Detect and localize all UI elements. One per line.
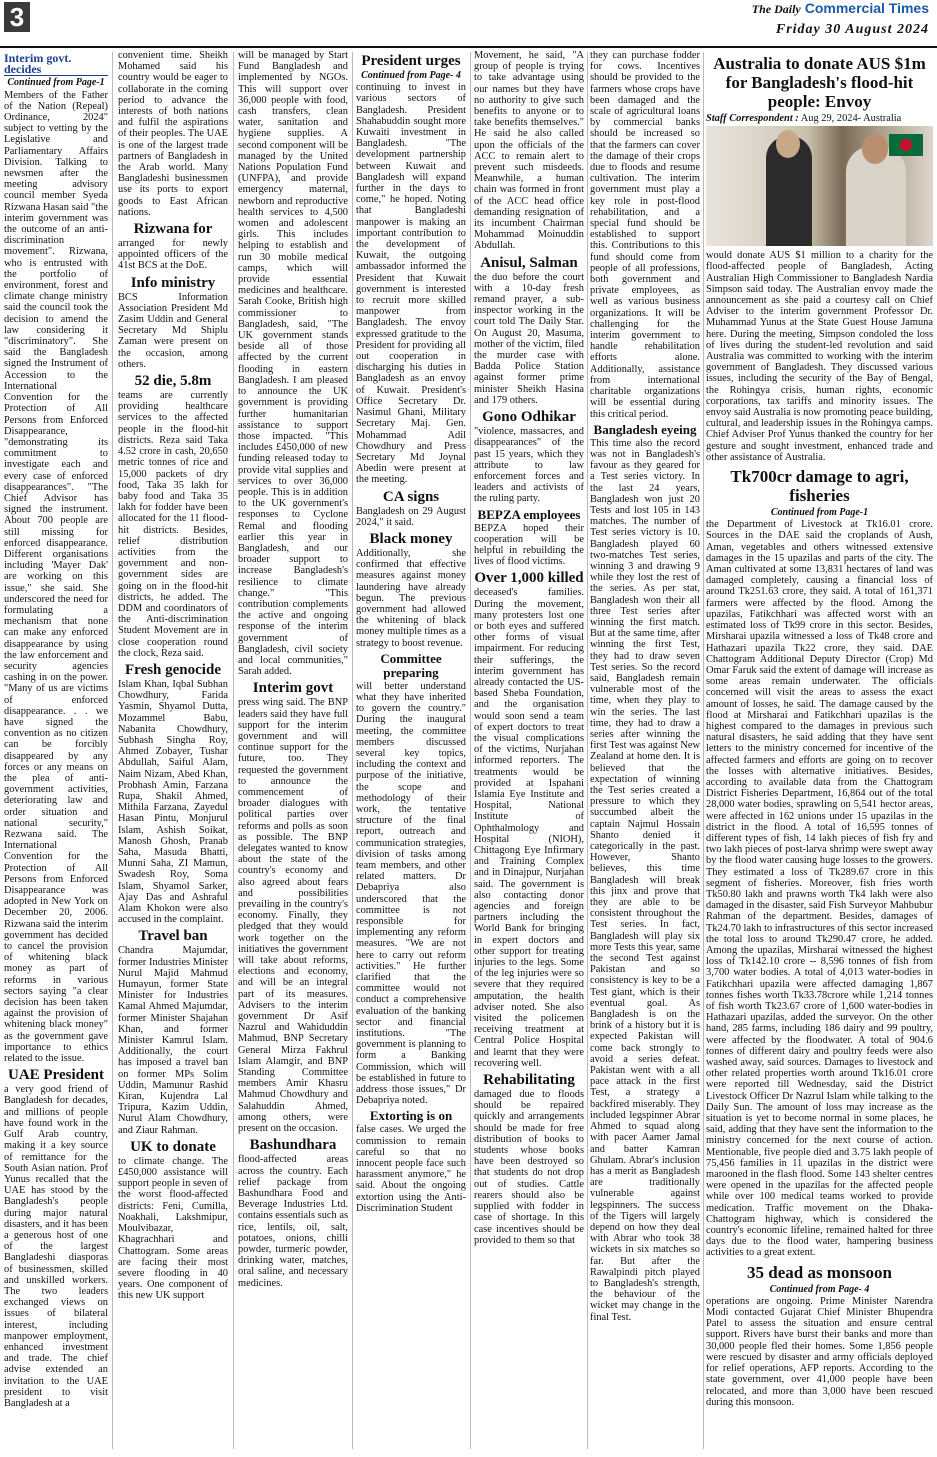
bangladesh-flag-icon <box>889 134 923 156</box>
column-divider <box>587 52 588 1449</box>
article-body: "violence, massacres, and disappearances" of the past 15 years, which they attribute to law enforcement forces and leaders and activists of the ruling party. <box>474 426 584 505</box>
column-5 <box>474 50 584 1453</box>
headline-interim-govt-decides: Interim govt. decides <box>4 53 108 76</box>
headline-gono-odhikar: Gono Odhikar <box>482 409 576 426</box>
article-body: flood-affected areas across the country. Each relief package from Bashundhara Food and Beverage Industries Ltd. contains essentials such as rice, lentils, oil, salt, potatoes, onions, chilli powder, turmeric powder, drinking water, matches, oral saline, and necessary medicines. <box>238 1154 348 1289</box>
article-body: convenient time. Sheikh Mohamed said his country would be eager to collaborate in the coming period to advance the interests of both nations and fulfil the aspirations of their peoples. The UAE is one of the largest trade partners of Bangladesh in the Arab world. Many Bangladeshi businessmen use its ports to export goods to East African nations. <box>118 50 228 218</box>
article-body: a very good friend of Bangladesh for decades, and millions of people have found work in the Gulf Arab country, making it a key source of remittance for the South Asian nation. Prof Yunus recalled that the UAE has stood by the Bangladesh's people during major natural disasters, and it has been a generous host of one of the largest Bangladeshi diasporas of businessmen, skilled and unskilled workers. The two leaders exchanged views on issues of bilateral interest, including manpower employment, enhanced investment and trade. The chief advise extended an invitation to the UAE president to visit Bangladesh at a <box>4 1084 108 1409</box>
headline-fresh-genocide: Fresh genocide <box>125 661 221 678</box>
headline-info-ministry: Info ministry <box>130 274 216 291</box>
article-body: teams are currently providing healthcare services to the affected people in the flood-hit districts. Reza said Taka 4.52 crore in cash, 20,650 metric tonnes of rice and 15,000 packets of dry food, Taka 35 lakh for baby food and Taka 35 lakh for fodder have been allocated for the 11 flood-hit districts. Besides, relief distribution activities from the government and non-government sides are going on in the flood-hit districts, he added. The DDM and coordinators of the Anti-discrimination Student Movement are in close cooperation round the clock, Reza said. <box>118 390 228 659</box>
headline-black-money: Black money <box>369 530 453 547</box>
continuation-note: Continued from Page-1 <box>7 77 105 89</box>
article-body: Chandra Majumdar, former Industries Minister Nurul Majid Mahmud Humayun, former State Minister for Industries Kamal Ahmed Majumdar, former Minister Shajahan Khan, and former Minister Kamrul Islam. Additionally, the court has imposed a travel ban on former MPs Solim Uddin, Mamunur Rashid Kiran, Kujendra Lal Tripura, Kazim Uddin, Nurul Alam Chowdhury, and Ziaur Rahman. <box>118 945 228 1136</box>
masthead-bar <box>0 0 937 48</box>
column-2 <box>118 50 228 1453</box>
article-body: This time also the record was not in Bangladesh's favour as they geared for a Test series victory. In the last 24 years, Bangladesh won just 20 Tests and lost 105 in 143 matches. The number of Test series victory is 10. Bangladesh played 60 two-matches Test series, winning 3 and drawing 9 while they lost the rest of the series. As per stat, Bangladesh won their all three Test series after winning the first match. But at the same time, after winning the first Test, they had to draw seven Test series. So the record said, Bangladesh remain vulnerable most of the time, when they play to win the series. The last time, they had to draw a series after winning the first Test was against New Zealand at home den. It is believed that the expectation of winning the Test series created a pressure to which they succumbed albeit the captain Najmul Hossain Shanto denied it categorically in the past. However, Shanto believes, this time Bangladesh will break this jinx and prove that they are able to be consistent throughout the Test series. In fact, Bangladesh will play six more Tests this year, same the second Test against Pakistan and so consistency is key to be a Test giant, which is their eventual goal. As Bangladesh is on the brink of a history but it is expected Pakistan will come back strongly to avoid a series defeat. Pakistan went with a all pace attack in the first Test, a strategy a backfired miserably. They included legspinner Abrar Ahmed to squad along with pacer Aamer Jamal and batter Kamran Ghulam. Abrar's inclusion has a merit as Bangladesh are traditionally vulnerable against legspinners. The success of the Tigers will largely depend on how they deal with Abrar who took 38 wickets in six matches so far. But after the Rawalpindi pitch played to Bangladesh's strength, the behaviour of the wicket may change in the final Test. <box>590 437 700 1323</box>
article-body: the Department of Livestock at Tk16.01 crore. Sources in the DAE said the croplands of Aush, Aman, vegetables and others witnessed extensive damages in the 15 upazilas and parts of the city. The Aman cultivated at some 13,831 hectares of land was damaged completely, causing a financial loss of around Tk251.63 crore, they said. A total of 161,371 farmers were affected by the flood. Among the upazilas, Fatikchhari was affected worst with an estimated loss of Tk99 crore in this sector. Besides, Mirsharai upazila witnessed a loss of Tk48 crore and Hathazari upazila Tk22 crore, they said. DAE Chattogram Additional Deputy Director (Crop) Md Omar Faruk said the extent of damage will increase as some areas remain underwater. The officials concerned will visit the areas to assess the exact amount of losses, he said. The damage caused by the flood at Mirsharai and Fatikchhari upazilas is the highest compared to the damages in previous such natural disasters, he said adding that they have sent letters to the ministry concerned for incentive of the affected farmers and efforts are going on to recover the losses with alternative initiatives. Besides, according to available data from the Chattogram District Fisheries Department, 16,864 out of the total 28,000 water bodies, sprawling on 5,541 hector areas, were affected in 162 unions under 15 upazilas in the district in the flood. A total of 16,595 tonnes of different types of fish, 14 lakh pieces of fish fry and two lakh pieces of post-larva shrimp were swept away by the flood water causing huge losses to the growers. They estimated a loss of Tk289.67 crore in this segment of fisheries. Moreover, fish fries worth Tk50.80 lakh and prawns worth Tk4 lakh were also damaged in the disaster, said Fish Surveyor Mahbubur Rahman of the department. Besides, damages of Tk24.70 lakh to infrastructures of this sector increased the total loss to around Tk290.47 crore, he added. Among the upazilas, Mirsharai witnessed the highest loss of Tk142.10 crore -- 8,596 tonnes of fish from 3,700 water bodies. A total of 4,013 water-bodies in Fatikchhari upazila were affected damaging 1,867 tonnes fishes worth Tk33.78crore while 1,214 tonnes of fish worth Tk23.67 crore of 1,600 water-bodies in Hathazari upazilas, added the surveyor. On the other hand, 285 farms, including 186 dairy and 99 poultry, were affected by the floodwater. A total of 904.6 tonnes of different dairy and poultry feeds were also washed away, said sources. Damages to livestock and other related properties worth around Tk16.01 crore were reported till Wednesday, said the District Livestock Officer Dr Nazrul Islam while talking to the Daily Sun. The amount of loss may increase as the situation is yet to become normal in some places, he said, adding that they have sent the information to the ministry concerned for the next course of action. Mentionable, five people died and 3.75 lakh people of 75,456 families in 11 upazilas in the district were marooned in the flash flood. Some 143 shelter centres were opened in the upazilas for the affected people while over 100 medical teams worked to provide medication. Traffic movement on the Dhaka-Chattogram highway, which is considered the country's economic lifeline, remained halted for three days due to the flood water, hampering business activities to a great extent. <box>706 519 933 1259</box>
column-divider <box>703 52 704 1449</box>
headline-35-dead-monsoon: 35 dead as monsoon <box>746 1262 892 1282</box>
headline-uae-president: UAE President <box>8 1067 104 1084</box>
column-divider <box>352 52 353 1449</box>
headline-extorting-is-on: Extorting is on <box>369 1108 453 1124</box>
news-photo <box>706 126 933 246</box>
headline-bashundhara: Bashundhara <box>249 1137 337 1154</box>
article-body: deceased's families. During the movement, many protesters lost one or both eyes and suffered other forms of visual impairment. For reducing their sufferings, the interim government has already contacted the US-based Sheba Foundation, and the organisation would soon send a team of expert doctors to treat the visual complications of the victims, Nurjahan informed reporters. The treatments would be provided at Ispahani Islamia Eye Institute and Hospital, National Institute of Ophthalmology and Hospital (NIOH), Chittagong Eye Infirmary and Training Complex and in Dinajpur, Nurjahan said. The government is also contacting donor agencies and foreign partners including the World Bank for bringing in expert doctors and other support for treating injuries to the legs. Some of the leg injuries were so severe that they required amputation, the health adviser noted. She also visited the policemen receiving treatment at Central Police Hospital and learnt that they were recovering well. <box>474 587 584 1069</box>
headline-uk-to-donate: UK to donate <box>130 1138 216 1155</box>
article-body: damaged due to floods should be repaired quickly and arrangements should be made for free distribution of books to students whose books have been destroyed so that students do not drop out of studies. Cattle rearers should also be supplied with fodder in case of shortage. In this case incentives should be provided to them so that <box>474 1089 584 1246</box>
newspaper-masthead <box>752 0 929 18</box>
headline-interim-govt: Interim govt <box>252 680 334 697</box>
headline-ca-signs: CA signs <box>382 488 440 505</box>
headline-anisul-salman: Anisul, Salman <box>480 254 578 271</box>
article-body: BCS Information Association President Md Zasim Uddin and General Secretary Md Shiplu Zaman were present on the occasion, among others. <box>118 291 228 370</box>
headline-travel-ban: Travel ban <box>138 928 208 945</box>
continuation-note: Continued from Page-1 <box>770 507 869 519</box>
issue-date: Friday 30 August 2024 <box>775 22 929 37</box>
page-number: 3 <box>4 2 30 32</box>
photo-head-right <box>862 134 888 164</box>
continuation-note: Continued from Page- 4 <box>361 70 461 81</box>
article-body: operations are ongoing. Prime Minister Narendra Modi contacted Gujarat Chief Minister Bhupendra Patel to assess the situation and ensure central support. Rivers have burst their banks and more than 30,000 people fled their homes. Some 1,856 people were rescued by disaster and army officials deployed for relief operations, AFP reports. According to the state government, over 41,000 people have been relocated, and more than 3,000 have been rescued during this monsoon. <box>706 1295 933 1408</box>
continuation-note: Continued from Page- 4 <box>769 1283 870 1295</box>
article-body: would donate AUS $1 million to a charity for the flood-affected people of Bangladesh, Acting Australian High Commissioner to Bangladesh Nardia Simpson said today. The Australian envoy made the announcement as she paid a courtesy call on Chief Adviser to the interim government Professor Dr. Muhammad Yunus at the State Guest House Jamuna here. During the meeting, Simpson condoled the loss of lives during the student-led revolution and said Australia was committed to working with the interim government of Bangladesh. They discussed various issues, including the security of the Bay of Bengal, the Rohingya crisis, human rights, economic corporations, tax tariffs and minority issues. The envoy said Australia is now promoting peace building, cultural, and leadership issues in the Rohingya camps. Chief Adviser Prof Yunus thanked the country for her gesture and sought investment, enhanced trade and other assistance of Australia. <box>706 250 933 463</box>
article-body: arranged for newly appointed officers of the 41st BCS at the DoE. <box>118 238 228 272</box>
article-body: will better understand what they have inherited to govern the country." During the inaugural meeting, the committee members discussed several key topics, including the context and purpose of the initiative, the scope and methodology of their work, the tentative structure of the final report, outreach and communication strategies, division of tasks among team members, and other related matters. Dr Debapriya also underscored that the committee is not responsible for implementing any reform measures. "We are not here to carry out reform activities." He further clarified that the committee would not conduct a comprehensive evaluation of the banking sector and financial institutions. "The government is planning to form a Banking Commission, which will be established in future to address those issues," Dr Debapriya noted. <box>356 680 466 1107</box>
article-body: to climate change. The £450,000 assistance will support people in seven of the worst flood-affected districts: Feni, Cumilla, Noakhali, Lakshmipur, Moulvibazar, Khagrachhari and Chattogram. Some areas are facing their most severe flooding in 40 years. One component of this new UK support <box>118 1155 228 1302</box>
newspaper-page <box>0 48 937 1453</box>
headline-president-urges: President urges <box>361 53 461 69</box>
byline: Staff Correspondent : <box>706 113 799 124</box>
column-4 <box>356 50 466 1453</box>
article-body: false cases. We urged the commission to remain careful so that no innocent people face such harassment anymore," he said. About the ongoing extortion using the Anti-Discrimination Student <box>356 1124 466 1214</box>
headline-australia-donate: Australia to donate AUS $1m for Bangladesh's flood-hit people: Envoy <box>713 54 926 111</box>
article-body: Additionally, she confirmed that effective measures against money laundering have already begun. The previous government had allowed the whitening of black money multiple times as a strategy to boost revenue. <box>356 547 466 649</box>
headline-tk700cr-damage: Tk700cr damage to agri, fisheries <box>730 467 909 506</box>
headline-over-1000-killed: Over 1,000 killed <box>474 570 584 587</box>
dateline-text: Aug 29, 2024- Australia <box>798 113 902 124</box>
article-body: the duo before the court with a 10-day fresh remand prayer, a sub-inspector working in the court told The Daily Star. On August 20, Masuma, mother of the victim, filed the murder case with Badda Police Station against former prime minister Sheikh Hasina and 179 others. <box>474 271 584 406</box>
article-body: Bangladesh on 29 August 2024," it said. <box>356 505 466 528</box>
masthead-the: The Daily <box>751 2 801 16</box>
column-7 <box>706 50 933 1453</box>
column-1 <box>4 50 108 1453</box>
headline-bangladesh-eyeing: Bangladesh eyeing <box>593 421 697 437</box>
article-body: Islam Khan, Iqbal Subhan Chowdhury, Farida Yasmin, Shyamol Dutta, Mozammel Babu, Nabanita Chowdhury, Subhash Singha Roy, Ahmed Zobayer, Tushar Abdullah, Saiful Alam, Naim Nizam, Abed Khan, Probhash Amin, Farzana Rupa, Shakil Ahmed, Mithila Farzana, Zayedul Hasan Pintu, Monjurul Islam, Ashish Soikat, Manosh Ghosh, Pranab Saha, Masuda Bhatti, Munni Saha, ZI Mamun, Swadesh Roy, Soma Islam, Shyamol Sarker, Ajay Das and Ashraful Alam Khokon were also accused in the complaint. <box>118 678 228 926</box>
photo-head-left <box>776 130 800 158</box>
article-body: press wing said. The BNP leaders said they have full support for the interim government and will continue support for the future, too. They requested the government to announce the commencement of broader dialogues with political parties over reforms and polls as soon as possible. The BNP delegates wanted to know about the state of the country's economy and also agreed about fears and possibilities prevailing in the country's economy. Finally, they pledged that they would work together on the initiatives the government will take about reforms, elections and economy, and will be an integral part of its measures. Advisers to the interim government Dr Asif Nazrul and Wahiduddin Mahmud, BNP Secretary General Mirza Fakhrul Islam Alamgir, and BNP Standing Committee members Amir Khasru Mahmud Chowdhury and Salahuddin Ahmed, among others, were present on the occasion. <box>238 697 348 1135</box>
headline-52-die: 52 die, 5.8m <box>134 373 212 390</box>
article-body: continuing to invest in various sectors of Bangladesh. President Shahabuddin sought more Kuwaiti investment in Bangladesh. "The development partnership between Kuwait and Bangladesh will expand further in the days to come," he hoped. Noting that Bangladeshi manpower is making an important contribution to the development of Kuwait, the outgoing ambassador informed the President that Kuwait government is interested to recruit more skilled manpower from Bangladesh. The envoy expressed gratitude to the President for providing all out cooperation in discharging his duties in Bangladesh as an envoy of Kuwait. President's Office Secretary Dr. Nasimul Ghani, Military Secretary Maj. Gen. Mohammad Adil Chowdhury and Press Secretary Md Joynal Abedin were present at the meeting. <box>356 82 466 486</box>
article-body: BEPZA hoped their cooperation will be helpful in rebuilding the lives of flood victims. <box>474 522 584 568</box>
headline-committee-preparing: Committee preparing <box>380 650 442 680</box>
headline-rehabilitating: Rehabilitating <box>483 1072 575 1089</box>
article-body: Members of the Father of the Nation (Repeal) Ordinance, 2024" subject to vetting by the Legislative and Parliamentary Affairs Division. Talking to newsmen after the meeting advisory council member Syeda Rizwana Hasan said "the interim government was the outcome of an anti-discrimination movement". Rizwana, who is entrusted with the portfolio of environment, forest and climate change ministry said the council took the decision to amend the law considering it "discriminatory". She said the Bangladesh signed the Instrument of Accession to the International Convention for the Protection of All Persons from Enforced Disappearance, "demonstrating its commitment to investigate each and every case of enforced disappearances". "The Chief Advisor has signed the instrument. About 700 people are still missing for enforced disappearance. Different organisations including 'Mayer Dak' are working on this issue," she said. She underscored the need for formulating a mechanism that none can make any enforced disappearance by using the law enforcement and security agencies cashing in on the power. "Many of us are victims of enforced disappearance. . . we have signed the convention as no citizen can be forcibly disappeared by any forces or any means on the plea of anti-government activities, deteriorating law and order situation and national security," Rezwana said. The International Convention for the Protection of All Persons from Enforced Disappearance was adopted in New York on December 20, 2006. Rizwana said the interim government has decided to cancel the provision of whitening black money as part of reforms in various sectors saying "a clear decision has been taken against the provision of whitening black money" as the government gave importance to ethics related to the issue. <box>4 89 108 1065</box>
masthead-name: Commercial Times <box>804 0 929 16</box>
article-body: they can purchase fodder for cows. Incentives should be provided to the farmers whose crops have been damaged and the scale of agricultural loans by commercial banks should be increased so that the farmers can cover the damage of their crops due to floods and resume cultivation. The interim government must play a key role in post-flood rehabilitation, and a special fund should be established to support this. Contributions to this fund should come from people of all professions, both government and private employees, as well as various business organizations. It will be challenging for the interim government to handle rehabilitation efforts alone. Additionally, assistance from international charitable organizations will be essential during this critical period. <box>590 50 700 420</box>
column-divider <box>470 52 471 1449</box>
column-divider <box>233 52 234 1449</box>
article-body: will be managed by Start Fund Bangladesh and implemented by NGOs. This will support over 36,000 people with food, cash transfers, clean water, sanitation and hygiene supplies. A second component will be managed by the United Nations Population Fund (UNFPA), and provide emergency maternal, newborn and reproductive health services to 4,500 women and adolescent girls. This includes helping to establish and run 30 mobile medical camps, which will provide essential medicines and healthcare. Sarah Cooke, British high commissioner to Bangladesh, said, "The UK government stands beside all of those affected by the current flooding in eastern Bangladesh. I am pleased to announce the UK government is providing further humanitarian assistance to support those impacted. "This includes £450,000 of new funding released today to provide vital supplies and services to over 36,000 people. This is in addition to the UK government's responses to Cyclone Remal and flooding earlier this year in Bangladesh, and our broader support to increase Bangladesh's resilience to climate change." "This contribution complements the active and ongoing response of the interim government of Bangladesh, civil society and local communities," Sarah added. <box>238 50 348 678</box>
column-divider <box>112 52 113 1449</box>
headline-rizwana-for: Rizwana for <box>133 221 213 238</box>
article-body: Movement, he said, "A group of people is trying to take advantage using our names but they have no authority to give such benefits to anyone or to take benefits themselves." He said he also called upon the officials of the ACC to remain alert to prevent such misdeeds. Meanwhile, a human chain was formed in front of the ACC head office demanding resignation of its incumbent Chairman Mohammad Moinuddin Abdullah. <box>474 50 584 252</box>
column-6 <box>590 50 700 1453</box>
headline-bepza-employees: BEPZA employees <box>477 506 581 522</box>
column-3 <box>238 50 348 1453</box>
